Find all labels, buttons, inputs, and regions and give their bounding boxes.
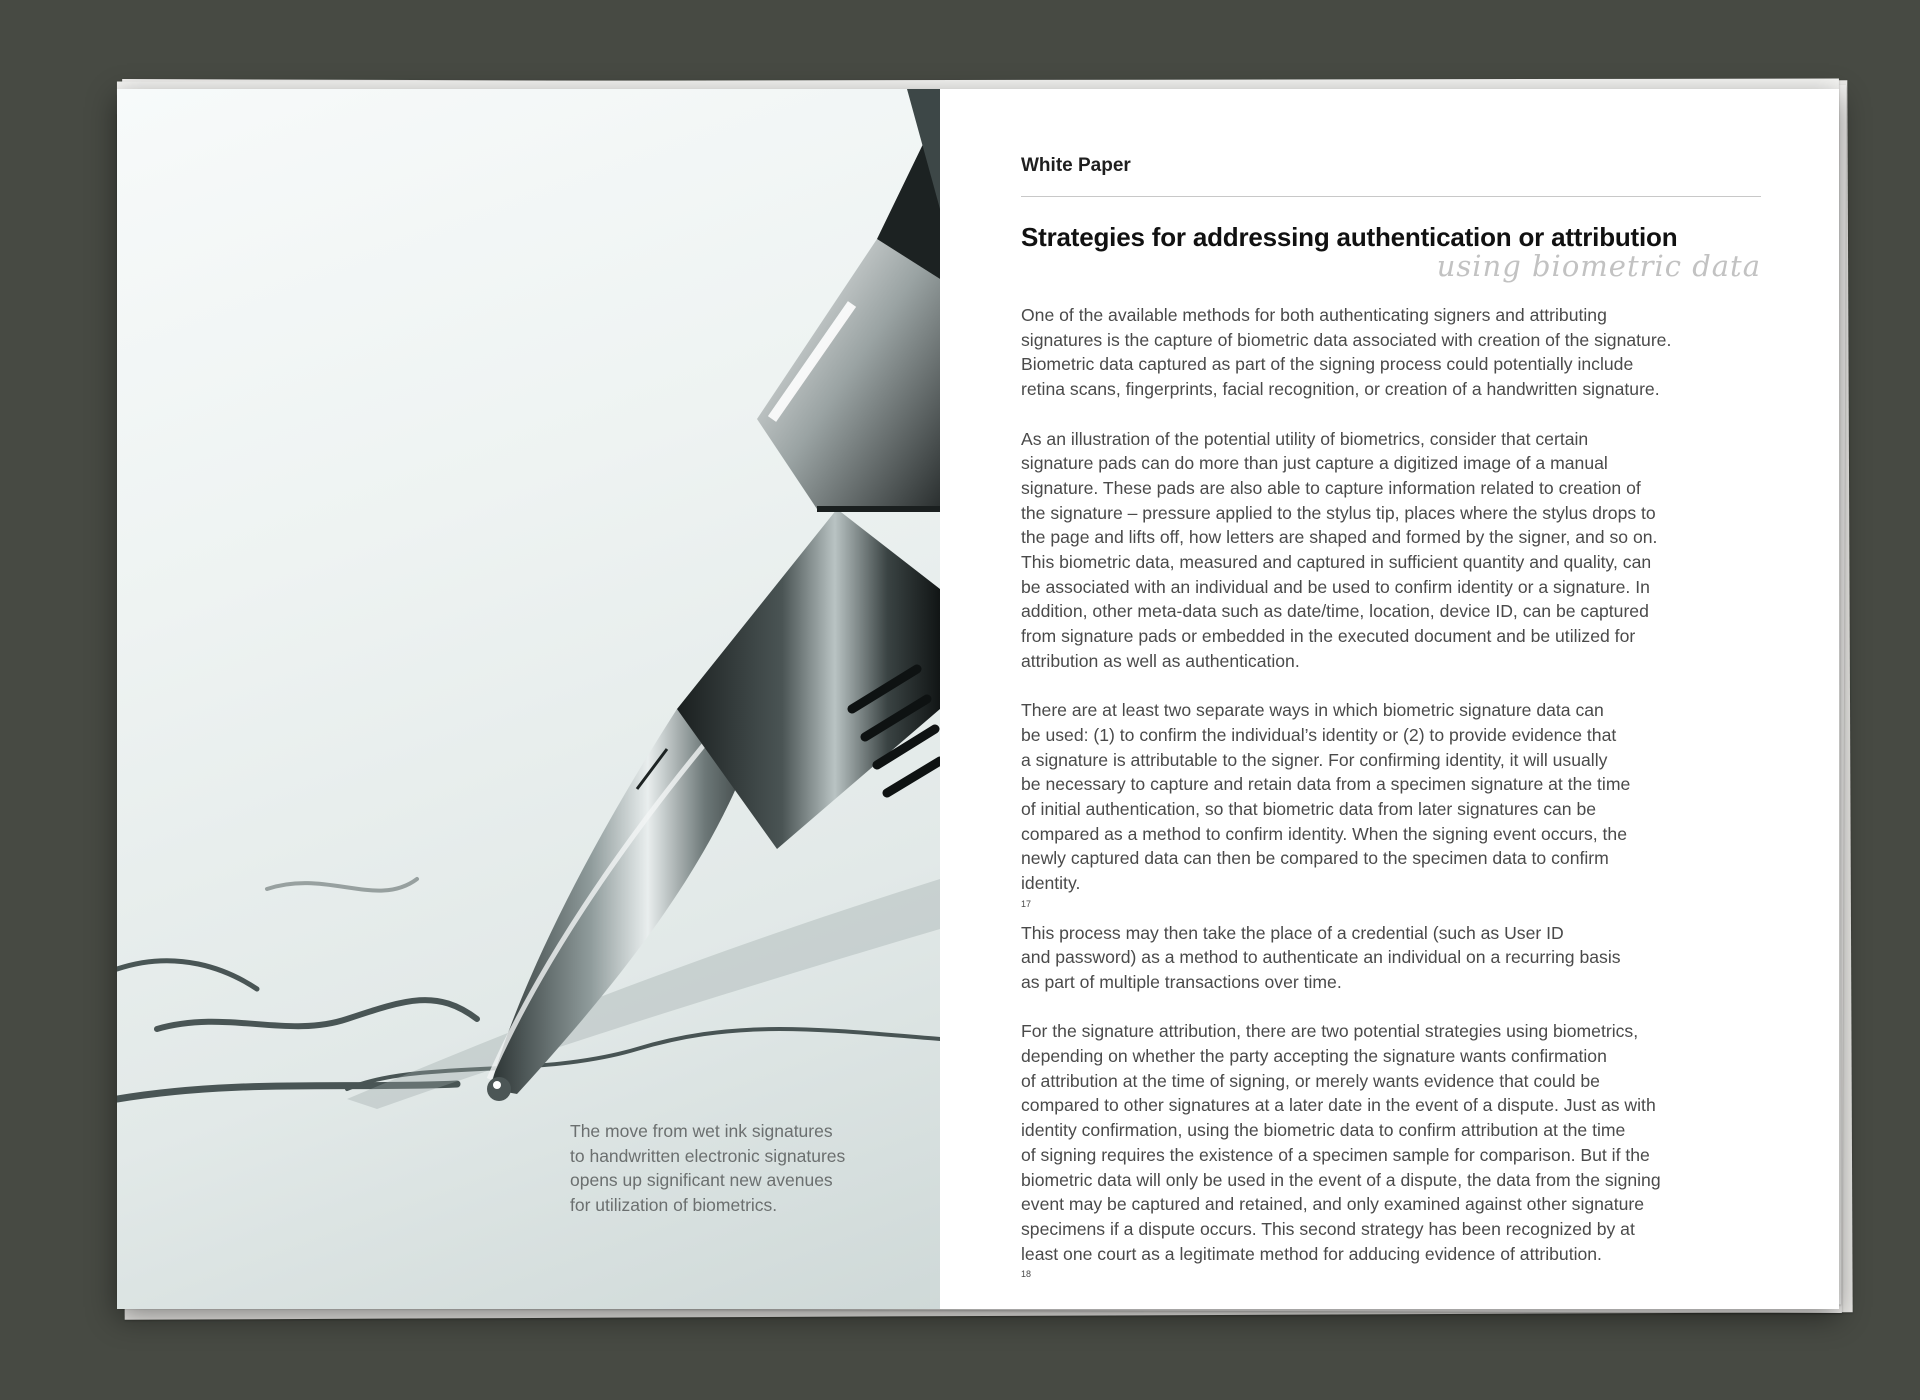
caption-line: to handwritten electronic signatures <box>570 1145 846 1166</box>
text-line: retina scans, fingerprints, facial recognition, or creation of a handwritten signature. <box>1021 379 1660 400</box>
caption-line: for utilization of biometrics. <box>570 1194 778 1215</box>
header-divider <box>1021 196 1761 197</box>
document-type-label: White Paper <box>1021 155 1131 176</box>
text-line: compared as a method to confirm identity. When the signing event occurs, the <box>1021 823 1627 844</box>
text-line: signature pads can do more than just capture a digitized image of a manual <box>1021 453 1608 474</box>
text-line: This biometric data, measured and captured in sufficient quantity and quality, can <box>1021 552 1652 573</box>
text-line: addition, other meta-data such as date/time, location, device ID, can be captured <box>1021 601 1649 622</box>
body-text <box>1021 303 1821 1316</box>
text-line: As an illustration of the potential utility of biometrics, consider that certain <box>1021 428 1589 449</box>
text-line: be used: (1) to confirm the individual’s identity or (2) to provide evidence that <box>1021 724 1617 745</box>
footnote-marker: 18 <box>1021 1269 1032 1280</box>
footnote-marker: 17 <box>1021 898 1032 909</box>
text-line: of attribution at the time of signing, or merely wants evidence that could be <box>1021 1070 1600 1091</box>
photo-caption <box>570 1119 910 1217</box>
text-line: be associated with an individual and be used to confirm identity or a signature. In <box>1021 576 1650 597</box>
text-line: There are at least two separate ways in which biometric signature data can <box>1021 700 1604 721</box>
paragraph <box>1021 427 1821 674</box>
fountain-pen-photo <box>117 89 940 1309</box>
section-title: Strategies for addressing authentication or attribution <box>1021 222 1678 252</box>
text-line: as part of multiple transactions over time. <box>1021 971 1342 992</box>
text-page <box>940 89 1839 1309</box>
text-fragment: least one court as a legitimate method for adducing evidence of attribution. <box>1021 1243 1602 1264</box>
text-line: of signing requires the existence of a specimen sample for comparison. But if the <box>1021 1144 1650 1165</box>
text-line: compared to other signatures at a later date in the event of a dispute. Just as with <box>1021 1095 1656 1116</box>
paragraph <box>1021 303 1821 402</box>
text-line: signatures is the capture of biometric data associated with creation of the signature. <box>1021 329 1672 350</box>
text-fragment: identity. <box>1021 873 1081 894</box>
caption-line: opens up significant new avenues <box>570 1170 833 1190</box>
text-line: event may be captured and retained, and only examined against other signature <box>1021 1194 1645 1215</box>
text-line: signature. These pads are also able to capture information related to creation of <box>1021 477 1641 498</box>
text-line: of initial authentication, so that biometric data from later signatures can be <box>1021 799 1597 820</box>
text-line: identity confirmation, using the biometric data to confirm attribution at the time <box>1021 1120 1626 1141</box>
text-line: the page and lifts off, how letters are shaped and formed by the signer, and so on. <box>1021 527 1658 548</box>
text-line: be necessary to capture and retain data from a specimen signature at the time <box>1021 774 1631 795</box>
paragraph <box>1021 698 1821 994</box>
text-line: specimens if a dispute occurs. This second strategy has been recognized by at <box>1021 1218 1635 1239</box>
text-fragment: This process may then take the place of a credential (such as User ID <box>1021 922 1564 943</box>
paragraph <box>1021 1019 1821 1291</box>
text-line: depending on whether the party accepting the signature wants confirmation <box>1021 1046 1607 1067</box>
text-line: the signature – pressure applied to the stylus tip, places where the stylus drops to <box>1021 502 1656 523</box>
text-line: attribution as well as authentication. <box>1021 650 1300 671</box>
text-line: biometric data will only be used in the event of a dispute, the data from the signing <box>1021 1169 1661 1190</box>
text-line: from signature pads or embedded in the executed document and be utilized for <box>1021 626 1636 647</box>
text-line: One of the available methods for both authenticating signers and attributing <box>1021 305 1607 325</box>
script-subtitle: using biometric data <box>1436 249 1761 283</box>
text-line: newly captured data can then be compared to the specimen data to confirm <box>1021 848 1609 869</box>
text-line <box>1021 1242 1821 1291</box>
text-line: Biometric data captured as part of the signing process could potentially include <box>1021 354 1634 375</box>
caption-line: The move from wet ink signatures <box>570 1121 833 1141</box>
text-line <box>1021 871 1821 945</box>
text-line: a signature is attributable to the signer. For confirming identity, it will usually <box>1021 749 1608 770</box>
brochure-spread <box>117 89 1839 1309</box>
text-line: and password) as a method to authenticate an individual on a recurring basis <box>1021 947 1621 968</box>
text-line: For the signature attribution, there are two potential strategies using biometrics, <box>1021 1021 1639 1042</box>
